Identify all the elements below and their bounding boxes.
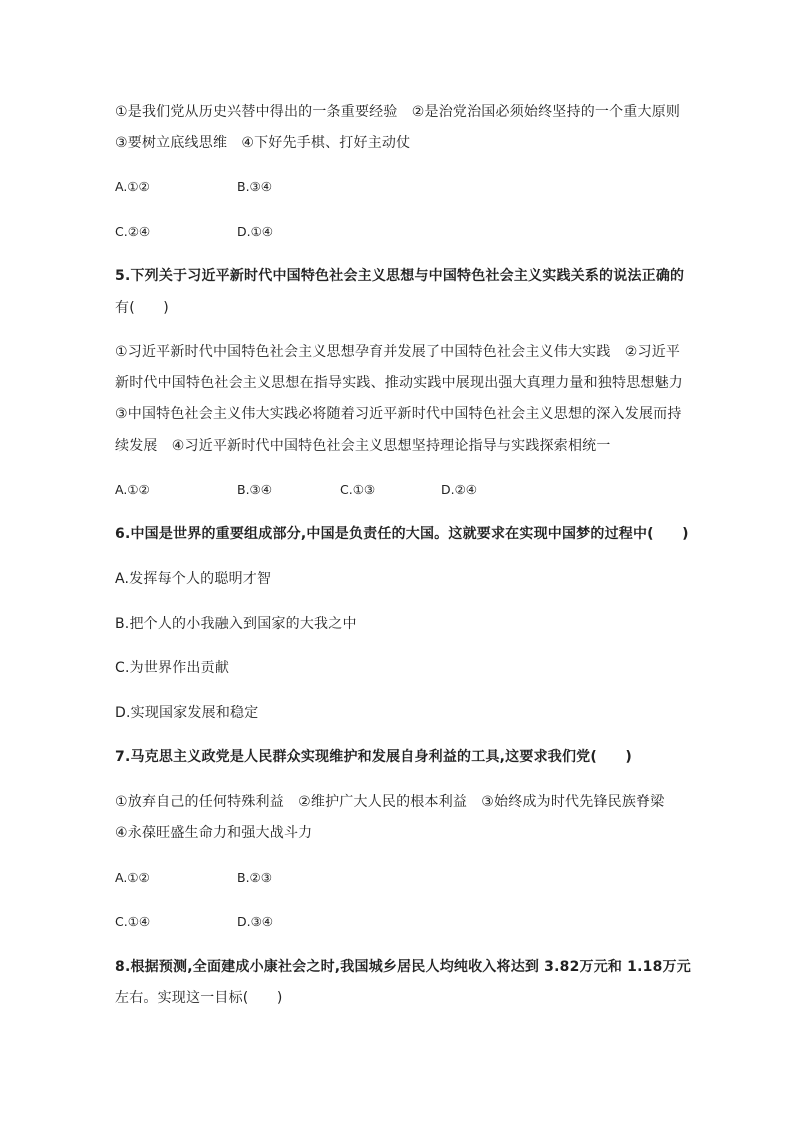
q5-statement-line-3: ③中国特色社会主义伟大实践必将随着习近平新时代中国特色社会主义思想的深入发展而持 — [115, 406, 682, 422]
q7-option-a[interactable]: A.①② — [115, 870, 150, 885]
q7-statement-line-1: ①放弃自己的任何特殊利益 ②维护广大人民的根本利益 ③始终成为时代先锋民族脊梁 — [115, 794, 665, 810]
q7-option-b[interactable]: B.②③ — [237, 870, 272, 885]
q4-option-b[interactable]: B.③④ — [237, 179, 272, 194]
q4-option-d[interactable]: D.①④ — [237, 224, 274, 239]
q5-option-d[interactable]: D.②④ — [441, 482, 478, 497]
q5-statement-line-2: 新时代中国特色社会主义思想在指导实践、推动实践中展现出强大真理力量和独特思想魅力 — [115, 375, 683, 391]
q5-statement-line-4: 续发展 ④习近平新时代中国特色社会主义思想坚持理论指导与实践探索相统一 — [115, 438, 611, 454]
q4-option-a[interactable]: A.①② — [115, 179, 150, 194]
q7-statement-line-2: ④永葆旺盛生命力和强大战斗力 — [115, 825, 313, 841]
q5-option-b[interactable]: B.③④ — [237, 482, 272, 497]
q5-title-line-2: 有( ) — [115, 300, 169, 316]
q4-statement-line-1: ①是我们党从历史兴替中得出的一条重要经验 ②是治党治国必须始终坚持的一个重大原则 — [115, 104, 681, 120]
q6-option-c[interactable]: C.为世界作出贡献 — [115, 660, 230, 676]
q5-statement-line-1: ①习近平新时代中国特色社会主义思想孕育并发展了中国特色社会主义伟大实践 ②习近平 — [115, 344, 681, 360]
q4-option-c[interactable]: C.②④ — [115, 224, 151, 239]
q8-title-line-2: 左右。实现这一目标( ) — [115, 990, 283, 1006]
q6-title: 6.中国是世界的重要组成部分,中国是负责任的大国。这就要求在实现中国梦的过程中( ) — [115, 526, 689, 542]
q5-title-line-1: 5.下列关于习近平新时代中国特色社会主义思想与中国特色社会主义实践关系的说法正确的 — [115, 268, 685, 284]
q6-option-a[interactable]: A.发挥每个人的聪明才智 — [115, 571, 272, 587]
q4-statement-line-2: ③要树立底线思维 ④下好先手棋、打好主动仗 — [115, 135, 411, 151]
q7-title: 7.马克思主义政党是人民群众实现维护和发展自身利益的工具,这要求我们党( ) — [115, 749, 632, 765]
q6-option-b[interactable]: B.把个人的小我融入到国家的大我之中 — [115, 616, 357, 632]
q7-option-c[interactable]: C.①④ — [115, 914, 151, 929]
q5-option-c[interactable]: C.①③ — [340, 482, 376, 497]
q6-option-d[interactable]: D.实现国家发展和稳定 — [115, 705, 259, 721]
q5-option-a[interactable]: A.①② — [115, 482, 150, 497]
q7-option-d[interactable]: D.③④ — [237, 914, 274, 929]
q8-title-line-1: 8.根据预测,全面建成小康社会之时,我国城乡居民人均纯收入将达到 3.82万元和 1.18万元 — [115, 959, 691, 975]
